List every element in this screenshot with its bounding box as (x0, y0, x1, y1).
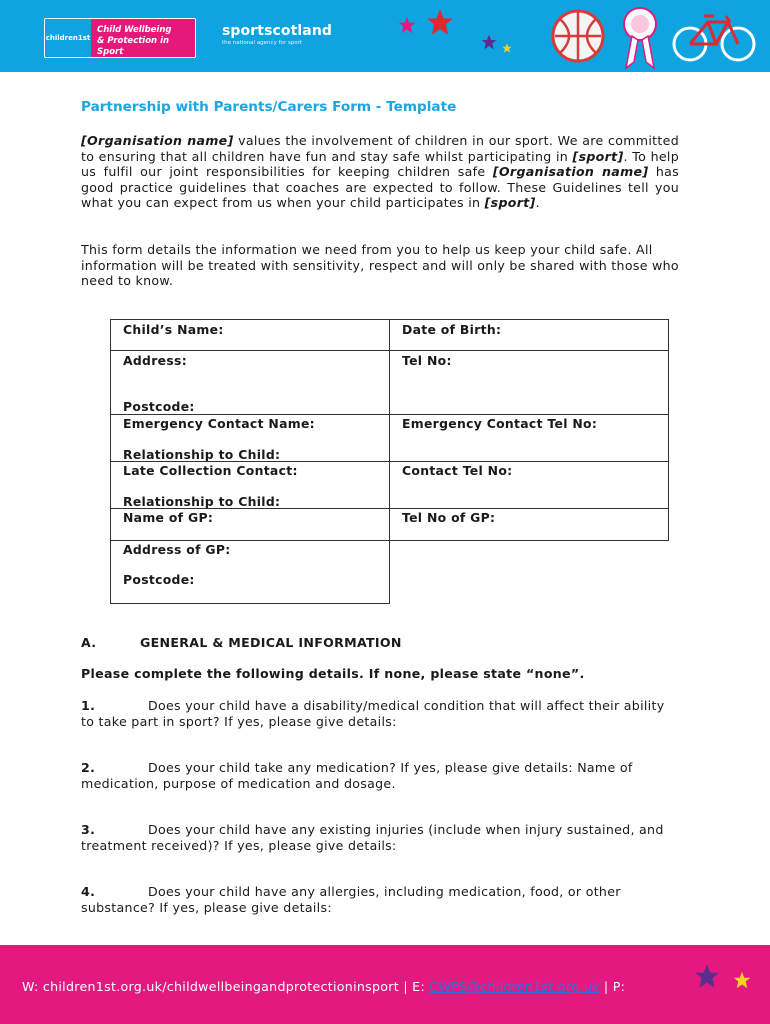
question-4: 4. Does your child have any allergies, including medication, food, or other substance? If yes, please give details: (81, 884, 621, 915)
question-2: 2. Does your child take any medication? If yes, please give details: Name of medication, purpose of medication and dosage. (81, 760, 633, 791)
section-a-instruction: Please complete the following details. If none, please state “none”. (81, 666, 585, 681)
yellow-star-icon (502, 43, 512, 53)
info-paragraph: This form details the information we need from you to help us keep your child safe. All information will be treated with sensitivity, respect and will only be shared with those who need to know. (81, 242, 679, 288)
section-a-heading: A. GENERAL & MEDICAL INFORMATION (81, 635, 402, 650)
contact-tel-label: Contact Tel No: (402, 463, 513, 478)
sport-placeholder: [sport] (484, 195, 536, 210)
emergency-contact-name-field[interactable] (110, 414, 390, 462)
contact-tel-field[interactable] (389, 461, 669, 509)
postcode-label: Postcode: (123, 399, 195, 414)
bicycle-icon (670, 8, 758, 64)
sportscotland-logo[interactable]: sportscotland the national agency for sport (222, 23, 333, 46)
children1st-logo: children1st (45, 19, 91, 57)
emergency-contact-tel-field[interactable] (389, 414, 669, 462)
tel-no-of-gp-label: Tel No of GP: (402, 510, 496, 525)
footer-email-link[interactable]: CWPS@children1st.org.uk (429, 979, 600, 994)
cwps-logo[interactable] (44, 18, 196, 58)
address-label: Address: (123, 353, 187, 368)
header-banner (0, 0, 770, 72)
yellow-star-icon (733, 971, 751, 989)
question-1: 1. Does your child have a disability/medical condition that will affect their ability to take part in sport? If yes, please give details: (81, 698, 665, 729)
tel-no-field[interactable] (389, 350, 669, 415)
red-star-icon (426, 8, 454, 36)
cwps-logo-text: Child Wellbeing & Protection in Sport (91, 19, 195, 57)
emergency-contact-name-label: Emergency Contact Name: (123, 416, 315, 431)
purple-star-icon (481, 34, 497, 50)
postcode-label: Postcode: (123, 572, 195, 587)
question-3: 3. Does your child have any existing injuries (include when injury sustained, and treatment received)? If yes, please give details: (81, 822, 664, 853)
footer-contact: W: children1st.org.uk/childwellbeingandprotectioninsport | E: CWPS@children1st.org.uk | P: (22, 979, 626, 994)
sport-placeholder: [sport] (572, 148, 624, 164)
tel-no-label: Tel No: (402, 353, 452, 368)
purple-star-icon (694, 963, 720, 989)
childs-name-label: Child’s Name: (123, 322, 224, 337)
footer-website[interactable]: W: children1st.org.uk/childwellbeingandprotectioninsport (22, 979, 400, 994)
address-of-gp-label: Address of GP: (123, 542, 231, 557)
address-field[interactable] (110, 350, 390, 415)
intro-paragraph: [Organisation name] values the involvement of children in our sport. We are committed to ensuring that all children have fun and stay safe whilst participating in [sport]. To help us fulfil our joint responsibilities for keeping children safe [Organisation name] has good practice guidelines that coaches are expected to follow. These Guidelines tell you what you can expect from us when your child participates in [sport]. (81, 133, 680, 210)
date-of-birth-label: Date of Birth: (402, 322, 502, 337)
org-name-placeholder: [Organisation name] (492, 164, 649, 179)
relationship-label: Relationship to Child: (123, 447, 281, 462)
tel-no-of-gp-field[interactable] (389, 508, 669, 541)
name-of-gp-label: Name of GP: (123, 510, 214, 525)
name-of-gp-field[interactable] (110, 508, 390, 541)
late-collection-contact-field[interactable] (110, 461, 390, 509)
basketball-icon (550, 8, 606, 64)
page-title: Partnership with Parents/Carers Form - Template (81, 99, 457, 115)
pink-star-icon (398, 16, 416, 34)
emergency-contact-tel-label: Emergency Contact Tel No: (402, 416, 598, 431)
date-of-birth-field[interactable] (389, 319, 669, 351)
relationship-label: Relationship to Child: (123, 494, 281, 509)
late-collection-contact-label: Late Collection Contact: (123, 463, 298, 478)
org-name-placeholder: [Organisation name] (81, 133, 234, 148)
childs-name-field[interactable] (110, 319, 390, 351)
address-of-gp-field[interactable] (110, 540, 390, 604)
rosette-icon (618, 4, 662, 70)
